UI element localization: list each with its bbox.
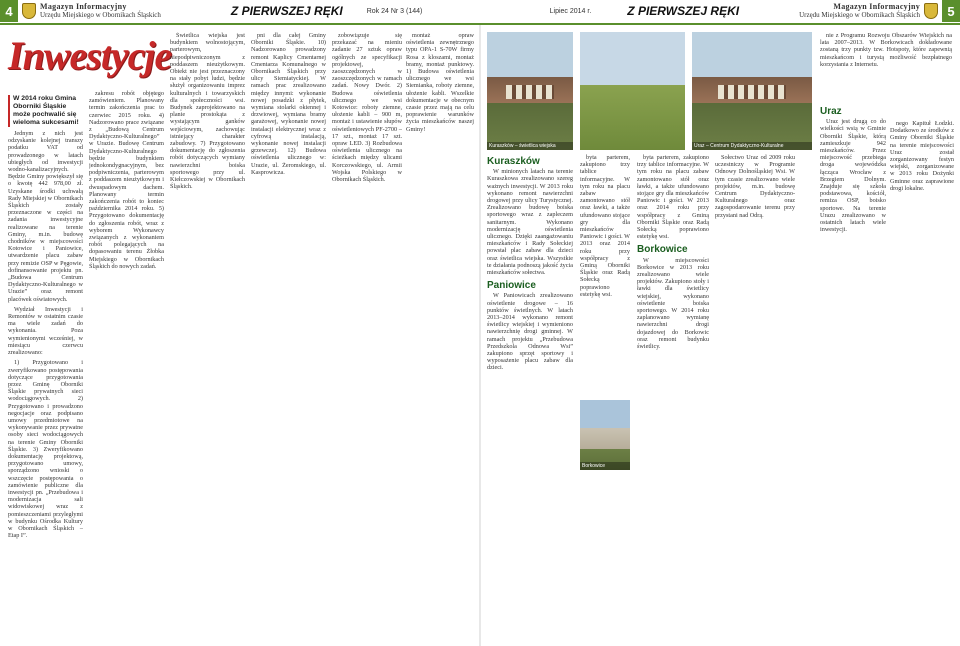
paragraph: zobowiązuje się przekazać na mieniu zadanie 27 sztuk opraw ogólnych ze specyfikacji projektowej, zaoszczędzonych w zaoszczędzonych w ramach zadań. Nowy Dwór. 2) Budowa oświetlenia ulicznego we wsi Kotowice: roboty ziemne, ułożenie kabli – 900 m, montaż i ustawienie słupów oświetleniowych PF-2700 – 17 szt., montaż 17 szt. opraw LED. 3) Rozbudowa oświetlenia ulicznego na ścieżkach między ulicami Korczowskiego, ul. Armii Wojska Polskiego w Obornikach Śląskich.	[332, 32, 402, 184]
paragraph: W miejscowości Borkowice w 2013 roku zrealizowano wiele projektów. Zakupiono stoły i ławki dla świetlicy wiejskiej, wykonano oświetlenie boiska sportowego. W 2014 roku zaplanowano wymianę nawierzchni drogi dojazdowej do Borkowic oraz remont budynku świetlicy.	[637, 256, 709, 351]
paragraph: nie z Programu Rozwoju Obszarów Wiejskich na lata 2007–2013. W Borkowicach dokładowane zostaną trzy punkty tzw. Hotspoty, które zapewnią mieszkańcom i turystą możliwość bezpłatnego korzystania z Internetu.	[820, 32, 952, 68]
paragraph: W minionych latach na terenie Kuraszkowa zrealizowano szereg ważnych inwestycji. W 2013 roku wykonano remont nawierzchni drogowej przy ulicy Turystycznej. Zrealizowano budowę boiska sportowego wraz z zapleczem sanitarnym. Wykonano modernizację oświetlenia ulicznego. Dzięki zaangażowaniu mieszkańców i Rady Sołeckiej powstał plac zabaw dla dzieci oraz świetlica wiejska. Wszystkie te działania podnoszą jakość życia mieszkańców sołectwa.	[487, 168, 573, 277]
section-label-left: Z PIERWSZEJ RĘKI	[230, 4, 343, 18]
paragraph: pni dla całej Gminy Oborniki Śląskie. 10) Nadzorowano prowadzony remont Kaplicy Cmentarnej Cmentarza Komunalnego w Obornikach Śląskich przy ulicy Siemiatyckiej. W ramach prac zrealizowano między innymi: wykonanie nowej posadzki z płytek, wymiana stolarki okiennej i drzwiowej, wymiana bramy garażowej, wykonanie nowej instalacji elektrycznej wraz z cyfrową instalacją, wykonanie nowej instalacji grzewczej. 12) Budowa oświetlenia ulicznego w: Urazie, ul. Żeromskiego, ul. Kasprowicza.	[251, 32, 326, 176]
uraz-column-1	[715, 154, 795, 640]
paragraph: byta parterem, zakupiono trzy tablice informacyjne. W tym roku na placu zabaw zamontowano stół oraz ławki, a także ufundowano stojące gry dla mieszkańców Paniowic i gości. W 2013 oraz 2014 roku przy współpracy z Gminą Oborniki Śląskie oraz Radą Sołecką poprawiono estetykę wsi.	[637, 154, 709, 241]
issue-number: Rok 24 Nr 3 (144)	[366, 7, 423, 15]
header-right	[480, 0, 960, 22]
paragraph: Uraz jest drugą co do wielkości wsią w Gminie Oborniki Śląskie, którą zamieszkuje 942 mieszkańców. Przez miejscowość przebiega droga wojewódzka łącząca Wrocław z Brzegiem Dolnym. Znajduje się szkoła podstawowa, kościół, remiza OSP, boisko sportowe. Na terenie Urazu zrealizowano w ostatnich latach wiele inwestycji.	[820, 118, 886, 234]
photo-caption: Borkowice	[580, 462, 630, 470]
paragraph: Wydział Inwestycji i Remontów w ostatnim czasie ma wiele zadań do wykonania. Poza wymienionymi wcześniej, w miesiącu czerwcu zrealizowano:	[8, 305, 83, 357]
article-column-6	[406, 32, 474, 640]
magazine-masthead-right	[799, 3, 920, 19]
paragraph: Jednym z nich jest odzyskanie kolejnej transzy podatku VAT od prowadzonego w latach ubiegłych od inwestycji wodno-kanalizacyjnych. Będzie Gminy powiększył się o kwotę 442 978,00 zł. Uzyskane środki uchwałą Rady Miejskiej w Obornikach Śląskich zostały przeznaczone w części na zadania inwestycyjne realizowane na terenie Gminy, m.in. budowę chodników w miejscowości Kotowice i Paniowice, utwardzenie placu zabaw przy remizie OSP w Pęgowie, dofinansowanie projektu pn. „Budowa Centrum Dydaktyczno-Kulturalnego w Urazie” oraz remont placówek oświatowych.	[8, 130, 83, 303]
photo-uraz-centre	[692, 32, 812, 150]
article-title: Inwestycje	[8, 33, 172, 78]
section-title-borkowice: Borkowice	[637, 244, 688, 256]
article-column-5	[332, 32, 402, 640]
uraz-intro	[820, 32, 952, 102]
photo-field	[580, 32, 685, 150]
magazine-title: Magazyn Informacyjny	[40, 2, 127, 11]
paragraph: 1) Przygotowano i zweryfikowano postępowania dotyczące przygotowania przez Gminę Oborniki Śląskie prywatnych sieci wodociągowych. 2) Przygotowano i prowadzono negocjacje oraz podpisano umowy przedmiotowe na wykonywanie przez prywatne osoby sieci wodociągowych na terenie Gminy Oborniki Śląskie. 3) Zweryfikowano dokumentację projektową, przygotowano umowy, sporządzono wnioski o wszczęcie postępowania o zamówienie publiczne dla inwestycji pn. „Przebudowa i modernizacja sali widowiskowej wraz z pomieszczeniami przyległymi w budynku Ośrodka Kultury w Obornikach Śląskich – Etap I”.	[8, 359, 83, 540]
section-title-kuraszkow: Kuraszków	[487, 156, 540, 167]
magazine-title-right: Magazyn Informacyjny	[833, 2, 920, 11]
photo-caption: Kuraszków – świetlica wiejska	[487, 142, 573, 150]
borkowice-column	[637, 154, 709, 640]
header-left	[0, 0, 480, 22]
right-page-number: 5	[942, 0, 960, 22]
paragraph: nego Kapituł Łodzki. Dodatkowo ze środków z Gminy Oborniki Śląskie na terenie miejscowości Uraz został zorganizowany festyn wiejski, zorganizowane w 2013 roku Dożynki Gminne oraz zaprawione drogi lokalne.	[890, 120, 954, 192]
article-column-2	[89, 90, 164, 640]
section-title-paniowice: Paniowice	[487, 280, 536, 292]
article-lead: W 2014 roku Gmina Oborniki Śląskie może pochwalić się wieloma sukcesami!	[8, 95, 80, 127]
issue-date: Lipiec 2014 r.	[549, 7, 592, 15]
page-spine	[479, 25, 481, 646]
uraz-column-2	[820, 104, 886, 640]
magazine-subtitle-right: Urzędu Miejskiego w Obornikach Śląskich	[799, 11, 920, 19]
article-column-4	[251, 32, 326, 640]
coat-of-arms-icon	[22, 3, 36, 19]
kuraszkow-column-2	[580, 154, 630, 640]
paragraph: zakresu robót objętego zamówieniem. Planowany termin zakończenia prac to czerwiec 2015 roku. 4) Nadzorowano prace związane z „Budową Centrum Dydaktyczno-Kulturalnego” w Urazie. Budowę Centrum Dydaktyczno-Kulturalnego będzie budynkiem jednokondygnacyjnym, bez podpiwniczenia, parterowym z poddaszem nieużytkowym i dwuspadowym dachem. Planowany termin zakończenia robót to koniec października 2014 roku. 5) Przygotowano dokumentację do zgłoszenia robót, wraz z wyborem Wykonawcy związanych z wykonaniem robót polegających na dopasowaniu terenu Żłobka Miejskiego w Obornikach Śląskich do nowych zadań.	[89, 90, 164, 270]
uraz-column-3	[890, 120, 954, 640]
paragraph: Sołectwo Uraz od 2009 roku uczestniczy w Programie Odnowy Dolnośląskiej Wsi. W tym czasie zrealizowano wiele projektów, m.in. budowę Centrum Dydaktyczno-Kulturalnego oraz zagospodarowanie terenu przy przystani nad Odrą.	[715, 154, 795, 219]
photo-svietlica	[487, 32, 573, 150]
paragraph: W Paniowicach zrealizowano oświetlenie drogowe – 16 punktów świetlnych. W latach 2013–2014 wykonano remont świetlicy wiejskiej i wymieniono nawierzchnię drogi gminnej. W ramach projektu „Przebudowa Przedszkola Odnowa Wsi” zakupiono sprzęt sportowy i wyposażenie placu zabaw dla dzieci.	[487, 292, 573, 372]
left-page-number: 4	[0, 0, 18, 22]
article-column-1	[8, 130, 83, 640]
kuraszkow-column	[487, 154, 573, 640]
article-column-3	[170, 32, 245, 640]
magazine-subtitle: Urzędu Miejskiego w Obornikach Śląskich	[40, 11, 161, 19]
section-label-right: Z PIERWSZEJ RĘKI	[627, 4, 740, 18]
paragraph: byta parterem, zakupiono trzy tablice informacyjne. W tym roku na placu zabaw zamontowano stół oraz ławki, a także ufundowano stojące gry dla mieszkańców Paniowic i gości. W 2013 oraz 2014 roku przy współpracy z Gminą Oborniki Śląskie oraz Radą Sołecką poprawiono estetykę wsi.	[580, 154, 630, 298]
paragraph: montaż opraw oświetlenia zewnętrznego typu OPA-1 S-70W firmy Rosa z kloszami, montaż bramy, montaż punktowy. 1) Budowa oświetlenia ulicznego we wsi Siemianka, roboty ziemne, ułożenie kabli. Wszelkie dokumentacje w obecnym czasie przez mają na celu poprawienie warunków życia mieszkańców naszej Gminy!	[406, 32, 474, 133]
photo-house	[580, 400, 630, 470]
photo-caption: Uraz – Centrum Dydaktyczno-Kulturalne	[692, 142, 812, 150]
paragraph: Świetlica wiejska jest budynkiem wolnostojącym, parterowym, niepodpiwniczonym z poddaszem nieużytkowym. Obiekt nie jest przeznaczony na stały pobyt ludzi, będzie służył organizowaniu imprez kulturalnych i towarzyskich dla społeczności wsi. Budynek zaprojektowano na planie prostokąta z wystającym ganków wejściowym, zachowując istniejący charakter zabudowy. 7) Przygotowano dokumentację do zgłoszenia robót dotyczących wymiany nawierzchni boiska sportowego przy ul. Kiełczowskiej w Obornikach Śląskich.	[170, 32, 245, 191]
section-title-uraz: Uraz	[820, 106, 842, 117]
coat-of-arms-icon-right	[924, 3, 938, 19]
magazine-masthead-left	[40, 3, 161, 19]
